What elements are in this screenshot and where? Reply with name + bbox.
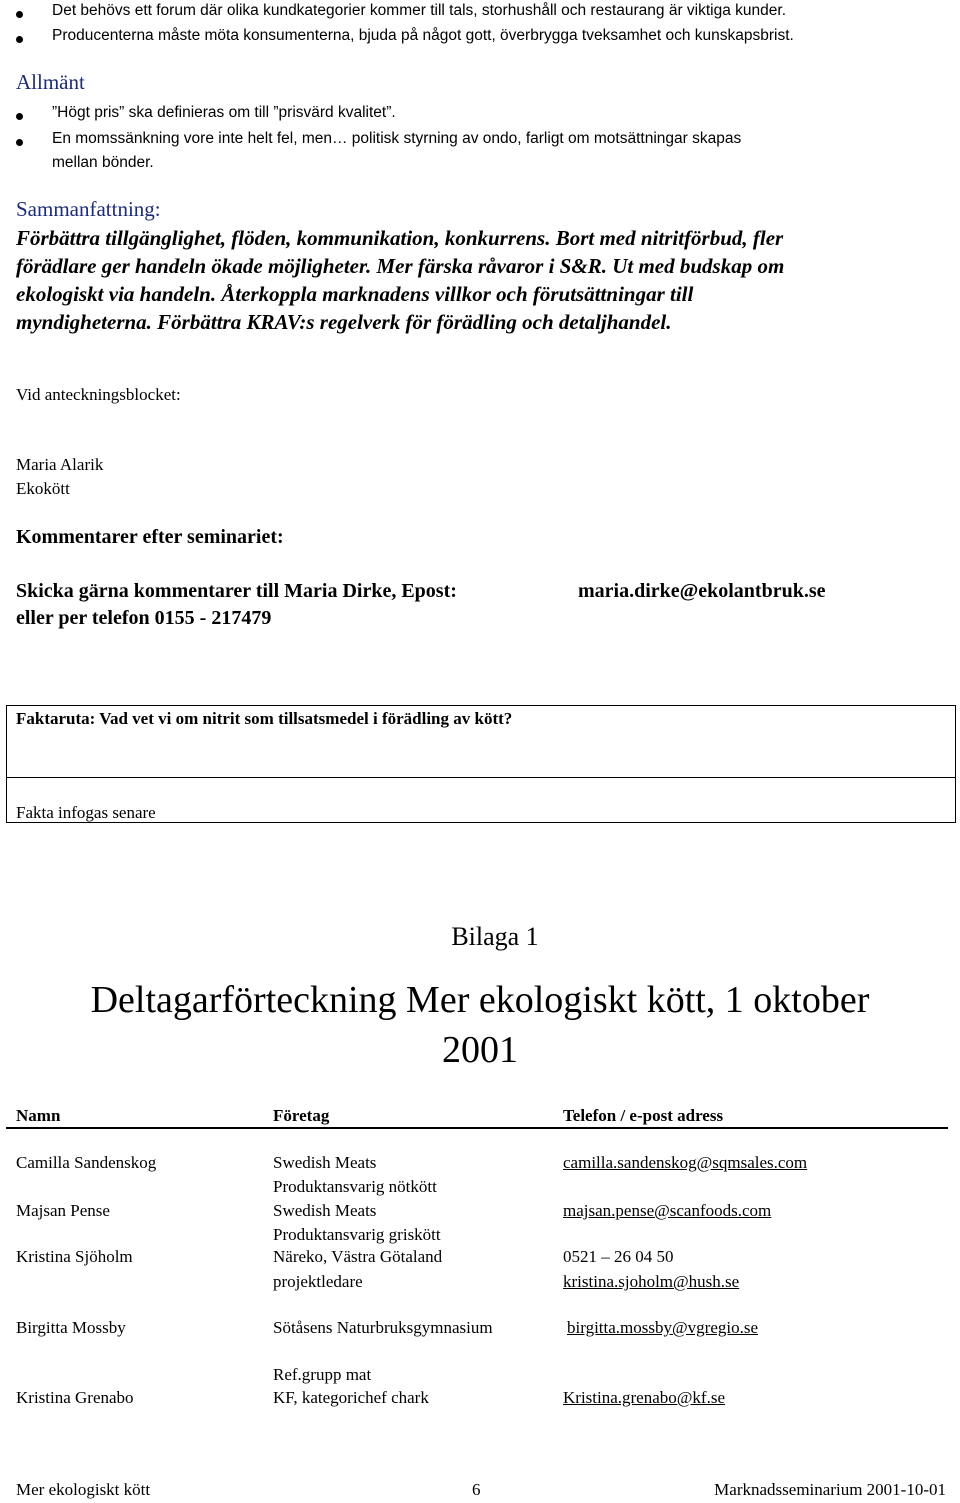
comments-email[interactable]: maria.dirke@ekolantbruk.se — [578, 580, 826, 602]
table-row-company: Sötåsens Naturbruksgymnasium — [273, 1318, 493, 1337]
email-link[interactable]: birgitta.mossby@vgregio.se — [567, 1318, 758, 1337]
table-row-email-link[interactable] — [563, 1201, 771, 1221]
table-row-name: Kristina Sjöholm — [16, 1247, 133, 1266]
summary-line-4: myndigheterna. Förbättra KRAV:s regelverk för förädling och detaljhandel. — [16, 310, 672, 334]
table-row-email-link[interactable] — [563, 1153, 807, 1173]
intro-bullet-1: Det behövs ett forum där olika kundkategorier kommer till tals, storhushåll och restaurang är viktiga kunder. — [52, 2, 787, 19]
table-header-company: Företag — [273, 1106, 330, 1125]
table-row-company: Näreko, Västra Götaland — [273, 1247, 443, 1266]
notes-company: Ekokött — [16, 479, 70, 498]
table-row-name: Camilla Sandenskog — [16, 1153, 157, 1172]
factbox-title: Faktaruta: Vad vet vi om nitrit som tillsatsmedel i förädling av kött? — [16, 709, 513, 728]
factbox-divider — [7, 777, 955, 778]
table-row-name: Kristina Grenabo — [16, 1388, 134, 1407]
email-link[interactable]: camilla.sandenskog@sqmsales.com — [563, 1153, 808, 1172]
notes-name: Maria Alarik — [16, 455, 104, 474]
email-link[interactable]: kristina.sjoholm@hush.se — [563, 1272, 740, 1291]
appendix-title-line-1: Deltagarförteckning Mer ekologiskt kött, 1 oktober — [90, 979, 870, 1021]
table-row-company: Swedish Meats — [273, 1201, 377, 1220]
email-link[interactable]: majsan.pense@scanfoods.com — [563, 1201, 772, 1220]
allmant-bullet-1: ”Högt pris” ska definieras om till ”prisvärd kvalitet”. — [52, 104, 396, 121]
comments-heading: Kommentarer efter seminariet: — [16, 526, 284, 548]
intro-bullet-2: Producenterna måste möta konsumenterna, bjuda på något gott, överbrygga tveksamhet och kunskapsbrist. — [52, 27, 794, 44]
table-row-company-group: Ref.grupp mat — [273, 1365, 372, 1384]
table-row-company: Swedish Meats — [273, 1153, 377, 1172]
comments-line-2: eller per telefon 0155 - 217479 — [16, 607, 272, 629]
allmant-bullet-2: En momssänkning vore inte helt fel, men… politisk styrning av ondo, farligt om motsättningar skapas — [52, 130, 742, 147]
bullet-icon — [16, 36, 23, 43]
table-header-name: Namn — [16, 1106, 61, 1125]
table-row-company-role: projektledare — [273, 1272, 363, 1291]
email-link[interactable]: Kristina.grenabo@kf.se — [563, 1388, 725, 1407]
notes-label: Vid anteckningsblocket: — [16, 385, 181, 404]
footer-right: Marknadsseminarium 2001-10-01 — [714, 1480, 946, 1499]
table-row-name: Majsan Pense — [16, 1201, 110, 1220]
summary-heading: Sammanfattning: — [16, 197, 161, 221]
factbox-body: Fakta infogas senare — [16, 803, 156, 822]
table-row-company-role: Produktansvarig griskött — [273, 1225, 441, 1244]
table-row-email-link[interactable] — [563, 1272, 739, 1292]
allmant-bullet-2-cont: mellan bönder. — [52, 154, 154, 171]
allmant-heading: Allmänt — [16, 70, 85, 94]
footer-left: Mer ekologiskt kött — [16, 1480, 151, 1499]
table-row-phone: 0521 – 26 04 50 — [563, 1247, 674, 1266]
bullet-icon — [16, 139, 23, 146]
table-row-email-link[interactable] — [563, 1388, 725, 1408]
summary-line-1: Förbättra tillgänglighet, flöden, kommunikation, konkurrens. Bort med nitritförbud, fler — [16, 226, 784, 250]
table-row-email-link[interactable] — [567, 1318, 758, 1338]
table-header-contact: Telefon / e-post adress — [563, 1106, 724, 1125]
footer-page-number: 6 — [472, 1480, 481, 1499]
summary-line-2: förädlare ger handeln ökade möjligheter. Mer färska råvaror i S&R. Ut med budskap om — [16, 254, 785, 278]
table-row-name: Birgitta Mossby — [16, 1318, 126, 1337]
summary-line-3: ekologiskt via handeln. Återkoppla marknadens villkor och förutsättningar till — [16, 282, 694, 306]
bullet-icon — [16, 11, 23, 18]
comments-line-1: Skicka gärna kommentarer till Maria Dirke, Epost: — [16, 580, 457, 602]
table-row-company: KF, kategorichef chark — [273, 1388, 429, 1407]
table-header-rule — [6, 1127, 948, 1129]
table-row-company-role: Produktansvarig nötkött — [273, 1177, 437, 1196]
appendix-label: Bilaga 1 — [451, 922, 539, 951]
bullet-icon — [16, 113, 23, 120]
appendix-title-line-2: 2001 — [442, 1029, 518, 1071]
